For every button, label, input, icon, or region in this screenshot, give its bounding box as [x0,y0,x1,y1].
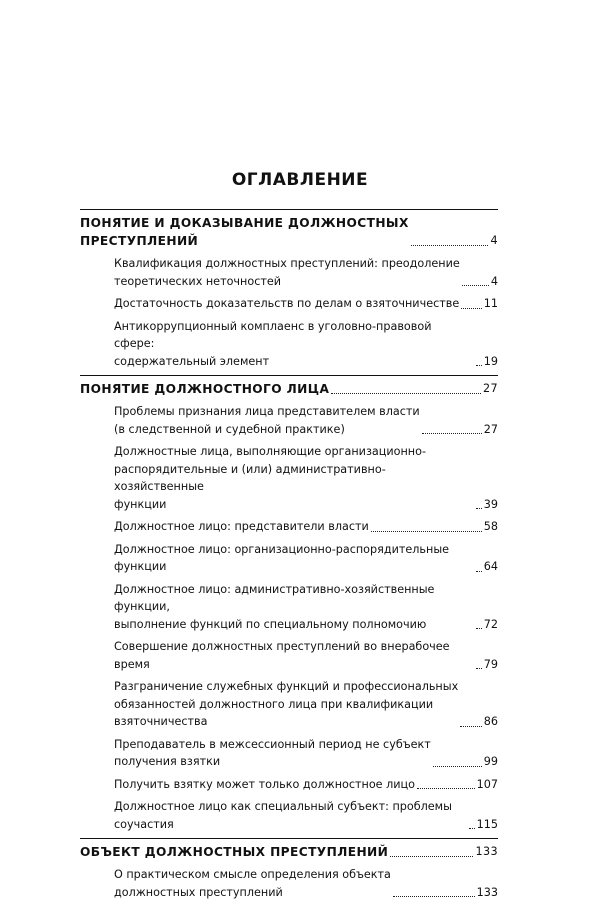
toc-subentry [80,798,498,833]
toc-page-number: 72 [483,617,498,631]
dot-leader [476,628,482,629]
dot-leader [390,856,473,857]
dot-leader [331,393,481,394]
toc-subentry-title: Разграничение служебных функций и профессиональных обязанностей должностного лица при квалификации взяточничества [114,680,459,728]
dot-leader [411,245,489,246]
toc-page-number: 133 [475,845,498,858]
table-of-contents [80,209,498,906]
toc-subentry-title: Проблемы признания лица представителем власти (в следственной и судебной практике) [114,405,420,436]
toc-page-number: 107 [476,777,498,791]
toc-subentry [80,403,498,438]
toc-chapter-entry [80,380,498,398]
toc-subentry-title: Должностное лицо: представители власти [114,520,369,533]
toc-chapter-entry [80,214,498,250]
toc-subentry-title: Достаточность доказательств по делам о взяточничестве [114,297,460,310]
toc-page-number: 99 [483,755,498,768]
dot-leader [371,531,482,532]
toc-subentry [80,255,498,290]
toc-subentry-title: Должностное лицо: административно-хозяйственные функции, выполнение функций по специальному полномочию [114,582,435,631]
toc-subentry-title: О практическом смысле определения объекта должностных преступлений [114,868,391,899]
toc-subentry [80,736,498,771]
toc-subentry-title: Должностное лицо: организационно-распорядительные функции [114,542,450,573]
toc-page-number: 39 [483,497,498,511]
toc-section [80,375,498,833]
toc-subentry [80,295,498,313]
toc-subentry [80,518,498,536]
dot-leader [476,668,482,669]
toc-subentry [80,866,498,901]
dot-leader [417,788,475,789]
toc-page-number: 64 [483,560,498,573]
toc-subentry [80,678,498,731]
dot-leader [476,508,482,509]
dot-leader [460,726,482,727]
toc-subentry [80,776,498,794]
toc-page-number: 19 [483,354,498,368]
dot-leader [461,308,482,309]
toc-page-number: 58 [483,520,498,533]
toc-subentry-title: Преподаватель в межсессионный период не субъект получения взятки [114,737,431,768]
toc-page-number: 115 [476,817,498,831]
dot-leader [462,285,489,286]
toc-heading: ОГЛАВЛЕНИЕ [231,170,369,190]
dot-leader [393,896,475,897]
toc-page-number: 27 [483,422,498,436]
toc-subentry-title: Должностное лицо как специальный субъект: проблемы соучастия [114,800,452,831]
toc-section [80,209,498,370]
toc-chapter-title: ОБЪЕКТ ДОЛЖНОСТНЫХ ПРЕСТУПЛЕНИЙ [80,845,389,859]
toc-chapter-entry [80,843,498,861]
toc-chapter-title: ПОНЯТИЕ И ДОКАЗЫВАНИЕ ДОЛЖНОСТНЫХ ПРЕСТУПЛЕНИЙ [80,216,409,248]
toc-subentry-title: Совершение должностных преступлений во внерабочее время [114,640,450,671]
toc-page-number: 133 [476,885,498,899]
dot-leader [476,571,482,572]
toc-page-number: 27 [482,382,498,395]
toc-section [80,838,498,901]
toc-subentry [80,638,498,673]
toc-subentry-title: Квалификация должностных преступлений: преодоление теоретических неточностей [114,257,460,288]
toc-page-number: 4 [490,234,498,247]
toc-page-number: 4 [490,274,498,288]
toc-subentry-title: Получить взятку может только должностное лицо [114,777,415,791]
toc-subentry-title: Антикоррупционный комплаенс в уголовно-правовой сфере: содержательный элемент [114,319,432,368]
toc-page-number: 86 [483,715,498,728]
toc-subentry [80,541,498,576]
toc-chapter-title: ПОНЯТИЕ ДОЛЖНОСТНОГО ЛИЦА [80,382,330,396]
toc-page-number: 79 [483,657,498,671]
toc-subentry [80,581,498,634]
toc-subentry-title: Должностные лица, выполняющие организационно- распорядительные и (или) административно-хозяйственные функции [114,445,426,511]
toc-subentry [80,443,498,513]
toc-page-number: 11 [483,297,498,310]
dot-leader [469,828,475,829]
dot-leader [476,365,482,366]
dot-leader [433,766,482,767]
dot-leader [422,433,482,434]
toc-subentry [80,318,498,371]
